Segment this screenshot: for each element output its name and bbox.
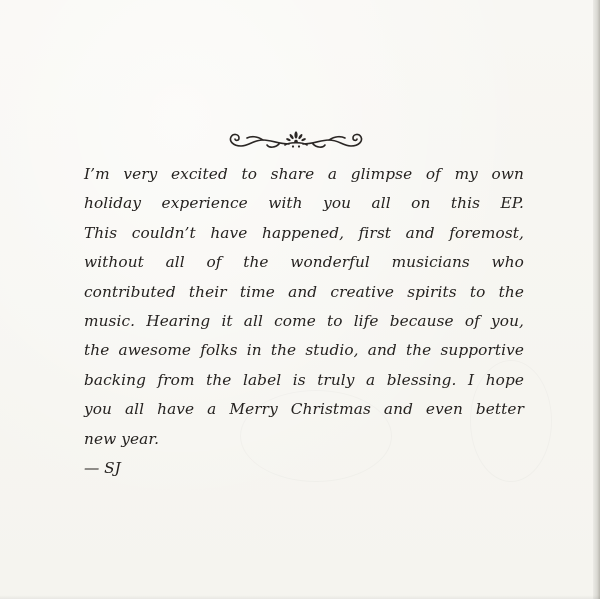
- letter-text: [84, 160, 524, 483]
- signature: — SJ: [84, 458, 121, 477]
- page-edge: [593, 0, 600, 599]
- letter-line: holiday experience with you all on this EP.: [84, 194, 524, 213]
- letter-line: the awesome folks in the studio, and the supportive: [84, 341, 524, 360]
- letter-line: backing from the label is truly a blessing. I hope: [84, 370, 524, 389]
- page-bottom-shadow: [0, 595, 600, 599]
- letter-line: you all have a Merry Christmas and even better: [84, 400, 524, 419]
- letter-line: new year.: [84, 429, 160, 448]
- flourish-ornament-icon: [223, 128, 369, 152]
- letter-line: This couldn’t have happened, first and foremost,: [84, 223, 524, 242]
- letter-line: I’m very excited to share a glimpse of my own: [84, 165, 524, 183]
- letter-line: music. Hearing it all come to life because of you,: [84, 311, 524, 330]
- letter-line: without all of the wonderful musicians who: [84, 253, 524, 272]
- letter-line: contributed their time and creative spirits to the: [84, 282, 524, 301]
